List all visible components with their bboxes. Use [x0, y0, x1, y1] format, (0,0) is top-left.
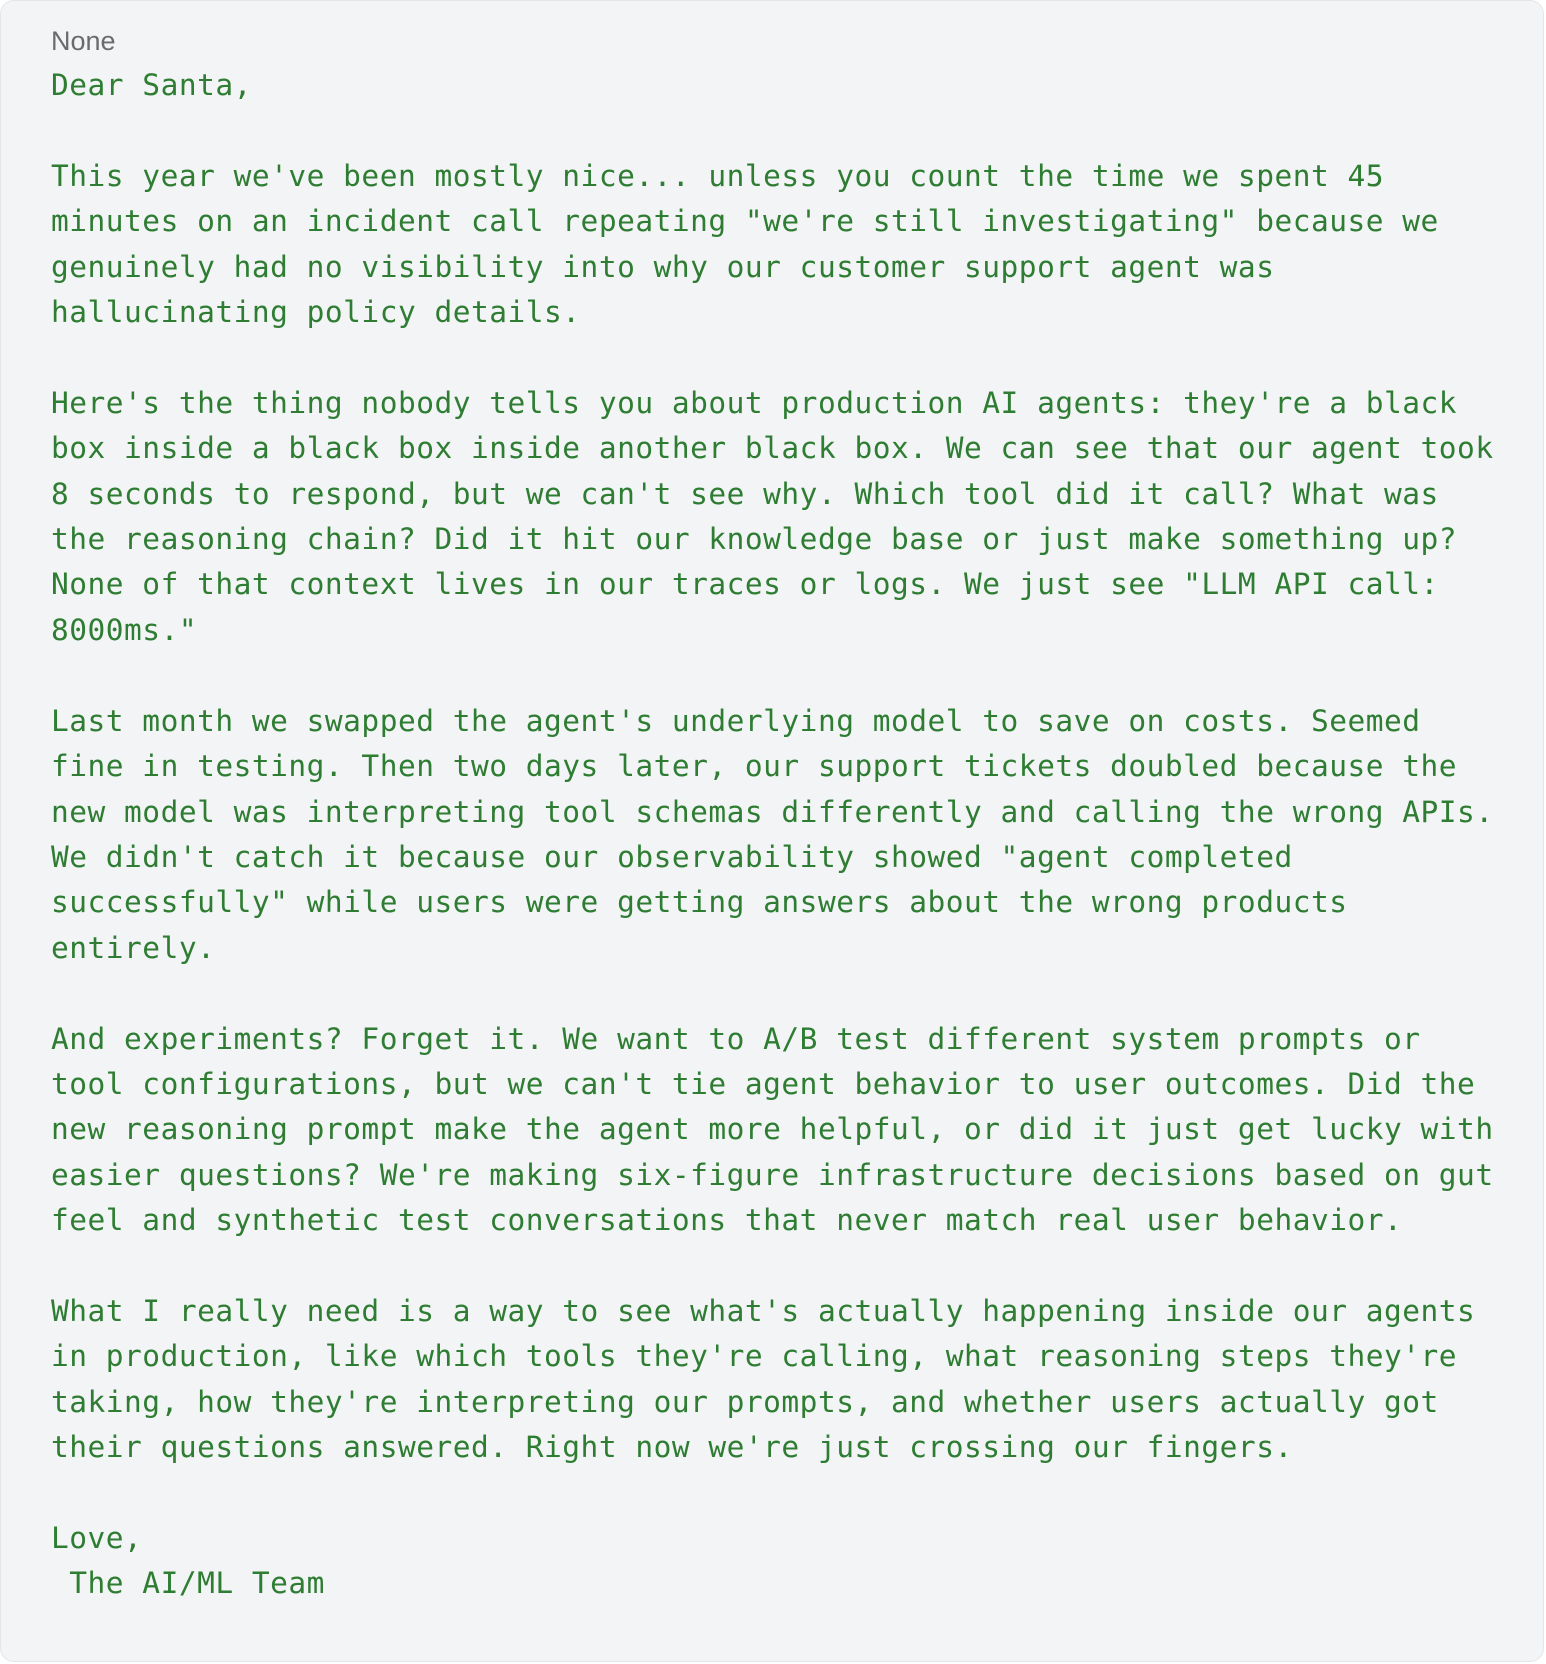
- letter-line: box inside a black box inside another black box. We can see that our agent took: [51, 431, 1494, 466]
- letter-line: tool configurations, but we can't tie agent behavior to user outcomes. Did the: [51, 1066, 1476, 1101]
- letter-line: minutes on an incident call repeating "we're still investigating" because we: [51, 204, 1439, 239]
- letter-line: new model was interpreting tool schemas differently and calling the wrong APIs.: [51, 794, 1494, 829]
- letter-line: new reasoning prompt make the agent more helpful, or did it just get lucky with: [51, 1112, 1494, 1147]
- letter-text: [51, 63, 1543, 1607]
- letter-line: entirely.: [51, 930, 216, 965]
- letter-line: The AI/ML Team: [51, 1566, 325, 1601]
- letter-line: taking, how they're interpreting our prompts, and whether users actually got: [51, 1384, 1439, 1419]
- letter-line: successfully" while users were getting answers about the wrong products: [51, 885, 1348, 920]
- letter-line: None of that context lives in our traces or logs. We just see "LLM API call:: [51, 567, 1439, 602]
- letter-line: Dear Santa,: [51, 68, 252, 102]
- letter-line: This year we've been mostly nice... unless you count the time we spent 45: [51, 158, 1385, 193]
- letter-line: 8000ms.": [51, 612, 198, 647]
- letter-line: 8 seconds to respond, but we can't see why. Which tool did it call? What was: [51, 476, 1439, 511]
- letter-line: fine in testing. Then two days later, our support tickets doubled because the: [51, 749, 1458, 784]
- letter-line: the reasoning chain? Did it hit our knowledge base or just make something up?: [51, 522, 1458, 557]
- letter-line: their questions answered. Right now we're just crossing our fingers.: [51, 1430, 1293, 1465]
- letter-line: Love,: [51, 1521, 143, 1555]
- code-language-label: None: [51, 26, 116, 56]
- letter-line: easier questions? We're making six-figure infrastructure decisions based on gut: [51, 1157, 1494, 1192]
- letter-line: We didn't catch it because our observability showed "agent completed: [51, 839, 1293, 874]
- letter-line: What I really need is a way to see what's actually happening inside our agents: [51, 1293, 1476, 1328]
- letter-line: And experiments? Forget it. We want to A/B test different system prompts or: [51, 1021, 1421, 1056]
- letter-line: feel and synthetic test conversations that never match real user behavior.: [51, 1203, 1403, 1238]
- letter-line: genuinely had no visibility into why our customer support agent was: [51, 249, 1275, 284]
- letter-line: in production, like which tools they're calling, what reasoning steps they're: [51, 1339, 1458, 1374]
- letter-line: Here's the thing nobody tells you about production AI agents: they're a black: [51, 385, 1458, 420]
- letter-line: hallucinating policy details.: [51, 295, 581, 330]
- letter-line: Last month we swapped the agent's underlying model to save on costs. Seemed: [51, 703, 1421, 738]
